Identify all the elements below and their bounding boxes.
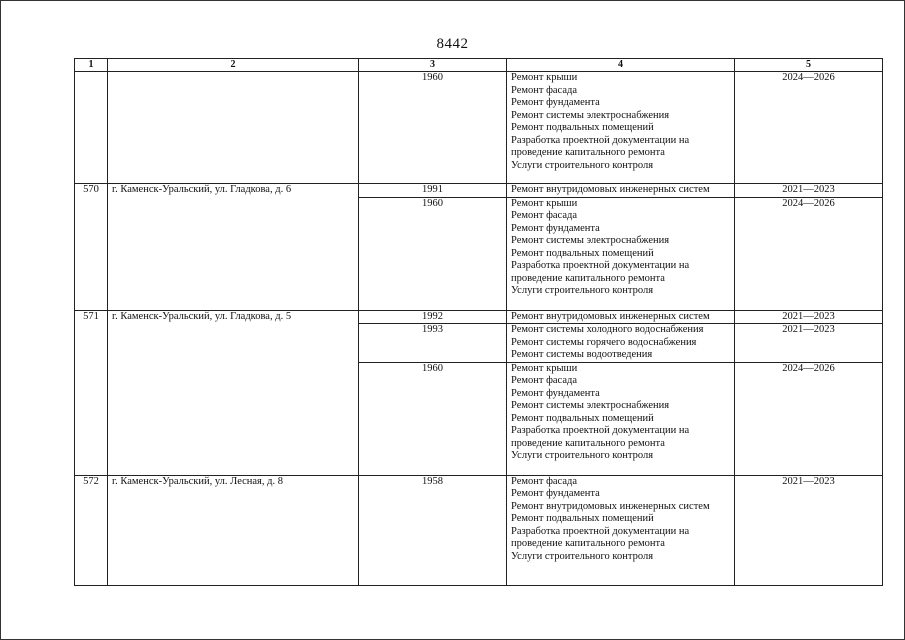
work-item: Ремонт фасада [511,210,578,221]
work-item: Ремонт внутридомовых инженерных систем [511,310,710,322]
work-item: Ремонт подвальных помещений [511,513,654,524]
page-number: 8442 [436,36,469,52]
period-cell: 2024—2026 [735,72,883,184]
work-item: Ремонт крыши [511,72,578,83]
work-item: Ремонт фасада [511,475,578,487]
work-item: Ремонт системы горячего водоснабжения [511,336,697,348]
work-item: Услуги строительного контроля [511,450,654,461]
period-cell: 2024—2026 [735,362,883,475]
row-number-cell [75,72,108,184]
work-item: Ремонт системы электроснабжения [511,109,670,121]
work-item: Ремонт подвальных помещений [511,247,654,259]
period-cell: 2021—2023 [735,310,883,324]
column-header-5: 5 [735,59,883,72]
period-cell: 2021—2023 [735,475,883,586]
work-item: Разработка проектной документации на [511,425,690,436]
work-item: проведение капитального ремонта [511,147,665,158]
work-item: Ремонт системы электроснабжения [511,235,670,246]
row-number-cell: 570 [75,184,108,311]
table-body [75,72,883,586]
year-cell: 1960 [359,197,507,310]
table-row [75,475,883,586]
work-item: Ремонт системы холодного водоснабжения [511,324,704,335]
work-item: Ремонт фундамента [511,222,600,234]
work-item: проведение капитального ремонта [511,437,665,449]
year-cell: 1960 [359,362,507,475]
work-item: Ремонт фасада [511,375,578,386]
period-cell: 2021—2023 [735,184,883,198]
year-cell: 1958 [359,475,507,586]
work-item: Ремонт крыши [511,197,578,209]
table-header-row [75,59,883,72]
works-cell [507,184,735,198]
period-cell: 2024—2026 [735,197,883,310]
work-item: проведение капитального ремонта [511,538,665,549]
repair-schedule-table [74,58,883,586]
work-item: Ремонт фасада [511,84,578,96]
work-item: Ремонт внутридомовых инженерных систем [511,184,710,195]
works-cell [507,197,735,310]
year-cell: 1993 [359,324,507,363]
work-item: Услуги строительного контроля [511,285,654,296]
year-cell: 1960 [359,72,507,184]
table-row [75,184,883,198]
year-cell: 1991 [359,184,507,198]
column-header-3: 3 [359,59,507,72]
work-item: Разработка проектной документации на [511,525,690,537]
work-item: Услуги строительного контроля [511,550,654,562]
works-cell [507,324,735,363]
work-item: Ремонт внутридомовых инженерных систем [511,500,710,512]
work-item: Ремонт фундамента [511,97,600,108]
table-row [75,72,883,184]
row-number-cell: 572 [75,475,108,586]
column-header-2: 2 [108,59,359,72]
works-cell [507,362,735,475]
work-item: Разработка проектной документации на [511,134,690,146]
address-cell: г. Каменск-Уральский, ул. Гладкова, д. 5 [108,310,359,475]
period-cell: 2021—2023 [735,324,883,363]
work-item: проведение капитального ремонта [511,272,665,284]
works-cell [507,475,735,586]
works-cell [507,72,735,184]
work-item: Ремонт системы электроснабжения [511,400,670,411]
column-header-4: 4 [507,59,735,72]
work-item: Разработка проектной документации на [511,260,690,271]
work-item: Ремонт фундамента [511,387,600,399]
year-cell: 1992 [359,310,507,324]
work-item: Услуги строительного контроля [511,159,654,171]
work-item: Ремонт крыши [511,362,578,374]
work-item: Ремонт подвальных помещений [511,122,654,133]
work-item: Ремонт подвальных помещений [511,412,654,424]
table-row [75,310,883,324]
address-cell: г. Каменск-Уральский, ул. Гладкова, д. 6 [108,184,359,311]
row-number-cell: 571 [75,310,108,475]
works-cell [507,310,735,324]
work-item: Ремонт фундамента [511,488,600,499]
address-cell: г. Каменск-Уральский, ул. Лесная, д. 8 [108,475,359,586]
address-cell [108,72,359,184]
column-header-1: 1 [75,59,108,72]
work-item: Ремонт системы водоотведения [511,349,653,360]
